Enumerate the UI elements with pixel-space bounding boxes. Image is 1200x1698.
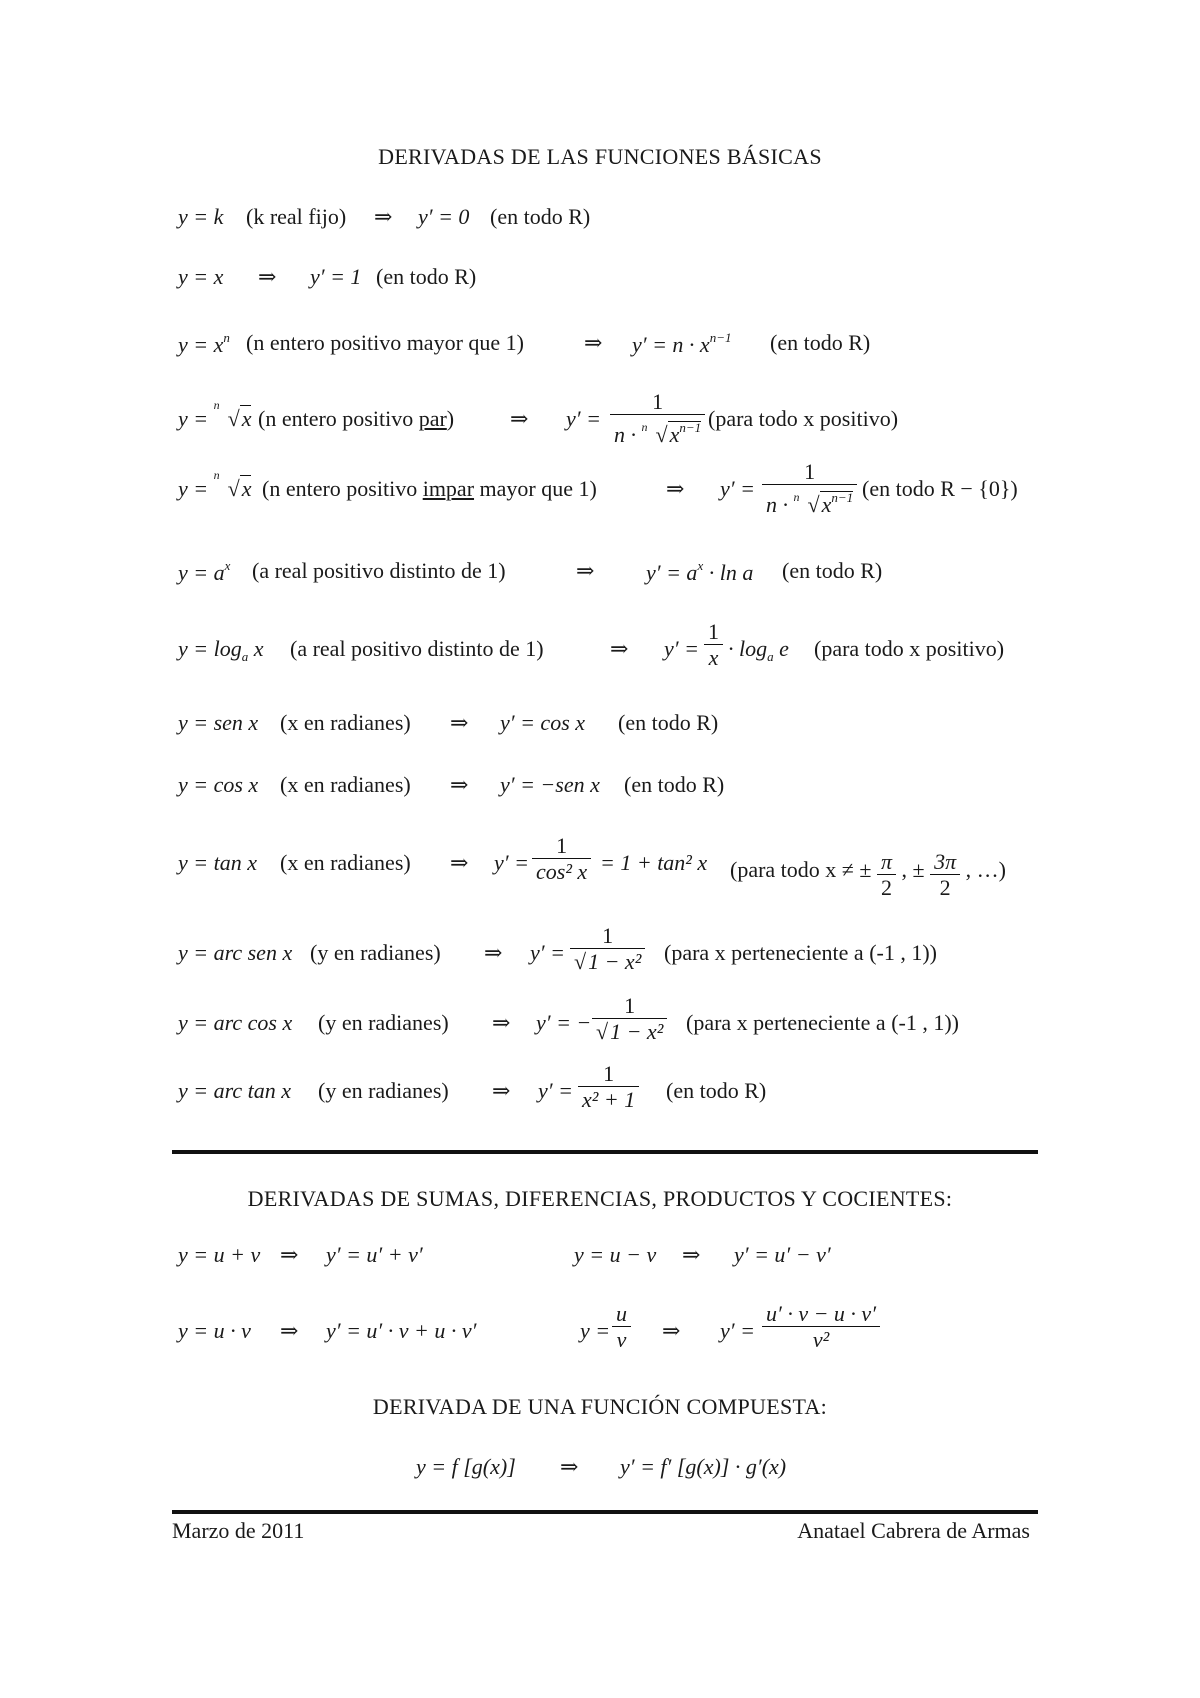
composite-derivative: y′ = f′ [g(x)] · g′(x) [620,1454,787,1479]
implies-symbol: ⇒ [374,204,393,229]
function-expr: y = sen x [178,710,259,735]
domain-text: (en todo R) [782,558,883,583]
derivative-expr: y′ = 0 [418,204,470,229]
implies-symbol: ⇒ [560,1454,579,1479]
domain-text: (en todo R − {0}) [862,476,1018,501]
derivative-lhs: y′ = [566,406,601,431]
composite-function: y = f [g(x)] [416,1454,516,1479]
implies-symbol: ⇒ [258,264,277,289]
domain-text: (en todo R) [376,264,477,289]
condition-text: (a real positivo distinto de 1) [290,636,544,661]
footer-author: Anatael Cabrera de Armas [797,1518,1030,1543]
derivative-fraction: $\frac{1}{\text{√1 − x²}}$ [592,994,667,1045]
derivative-expr: $y' = n \cdot x^{n-1}$ [632,330,732,357]
implies-symbol: ⇒ [450,710,469,735]
footer-divider [172,1510,1038,1514]
function-expr: $y = \log_a x$ [178,636,264,664]
page-title: DERIVADAS DE LAS FUNCIONES BÁSICAS [378,144,822,169]
nth-root-expr: n √x [213,398,252,431]
derivative-lhs: y′ = [538,1078,573,1103]
function-expr: $y = a^x$ [178,558,231,585]
function-expr: y = x [178,264,224,289]
domain-text: (en todo R) [770,330,871,355]
function-expr: y = n √x [178,468,252,501]
function-expr: y = arc cos x [178,1010,293,1035]
function-expr: $y = x^n$ [178,330,230,357]
condition-text: (n entero positivo par) [258,406,455,431]
derivative-expr: y′ = −sen x [500,772,600,797]
derivative-fraction: $\frac{1}{\text{x² + 1}}$ [578,1062,639,1113]
derivative-fraction: 1 n · n $√x^{n-1}$ [610,390,705,448]
domain-text: (para todo x positivo) [708,406,899,431]
section-title-composite: DERIVADA DE UNA FUNCIÓN COMPUESTA: [372,1394,828,1419]
derivative-lhs: y′ = [530,940,565,965]
domain-text: (en todo R) [490,204,591,229]
condition-text: (x en radianes) [280,710,411,735]
derivative-fraction: $\frac{1}{x}$ [704,620,723,671]
function-expr: y = arc tan x [178,1078,291,1103]
condition-text: (a real positivo distinto de 1) [252,558,506,583]
condition-text: (n entero positivo mayor que 1) [246,330,524,355]
implies-symbol: ⇒ [484,940,503,965]
domain-text: (en todo R) [618,710,719,735]
footer-date: Marzo de 2011 [172,1518,305,1543]
implies-symbol: ⇒ [280,1318,299,1343]
implies-symbol: ⇒ [450,772,469,797]
quotient-derivative-lhs: y′ = [720,1318,755,1343]
implies-symbol: ⇒ [450,850,469,875]
section-title-operations: DERIVADAS DE SUMAS, DIFERENCIAS, PRODUCTOS Y COCIENTES: [247,1186,953,1211]
log-factor: · $\log_a e$ [728,636,789,664]
derivative-fraction: $\frac{1}{\text{cos² x}}$ [532,834,591,885]
derivative-lhs: y′ = [664,636,699,661]
function-expr: y = cos x [178,772,259,797]
quotient-lhs: y = [580,1318,611,1343]
quotient-fraction: $\frac{u}{v}$ [612,1302,631,1353]
derivative-expr: y′ = cos x [500,710,586,735]
condition-text: (x en radianes) [280,850,411,875]
identity-expr: = 1 + tan² x [600,850,708,875]
condition-text: (k real fijo) [246,204,347,229]
condition-text: (y en radianes) [318,1078,449,1103]
quotient-derivative-fraction: $\frac{u' \cdot v - u \cdot v'}{\text{v²}}$ [762,1302,880,1353]
domain-text: (para todo x positivo) [814,636,1005,661]
derivative-expr: $y' = a^x \cdot \ln a$ [646,558,754,585]
derivative-lhs: y′ = [720,476,755,501]
implies-symbol: ⇒ [610,636,629,661]
implies-symbol: ⇒ [662,1318,681,1343]
implies-symbol: ⇒ [492,1010,511,1035]
product-function: y = u · v [178,1318,251,1343]
nth-root-expr: n √x [213,468,252,501]
condition-text: (y en radianes) [318,1010,449,1035]
section-divider [172,1150,1038,1154]
derivative-fraction: 1 n · n $√x^{n-1}$ [762,460,857,518]
derivative-expr: y′ = 1 [310,264,362,289]
difference-derivative: y′ = u′ − v′ [734,1242,831,1267]
implies-symbol: ⇒ [280,1242,299,1267]
domain-text: (en todo R) [624,772,725,797]
condition-text: (y en radianes) [310,940,441,965]
sum-function: y = u + v [178,1242,261,1267]
domain-text: (para x perteneciente a (-1 , 1)) [686,1010,960,1035]
function-expr: y = arc sen x [178,940,293,965]
function-expr: y = k [178,204,224,229]
product-derivative: y′ = u′ · v + u · v′ [326,1318,477,1343]
sum-derivative: y′ = u′ + v′ [326,1242,423,1267]
derivative-fraction: $\frac{1}{\text{√1 − x²}}$ [570,924,645,975]
implies-symbol: ⇒ [510,406,529,431]
function-expr: y = n √x [178,398,252,431]
difference-function: y = u − v [574,1242,657,1267]
implies-symbol: ⇒ [576,558,595,583]
function-expr: y = tan x [178,850,257,875]
domain-text: (para todo x ≠ ± $\frac{\pi}{2}$ , ± $\frac{3\pi}{2}$ , …) [730,849,1006,900]
domain-text: (en todo R) [666,1078,767,1103]
derivative-lhs: y′ = − [536,1010,592,1035]
condition-text: (n entero positivo impar mayor que 1) [262,476,597,501]
implies-symbol: ⇒ [492,1078,511,1103]
derivative-lhs: y′ = [494,850,529,875]
condition-text: (x en radianes) [280,772,411,797]
implies-symbol: ⇒ [666,476,685,501]
implies-symbol: ⇒ [584,330,603,355]
domain-text: (para x perteneciente a (-1 , 1)) [664,940,938,965]
implies-symbol: ⇒ [682,1242,701,1267]
